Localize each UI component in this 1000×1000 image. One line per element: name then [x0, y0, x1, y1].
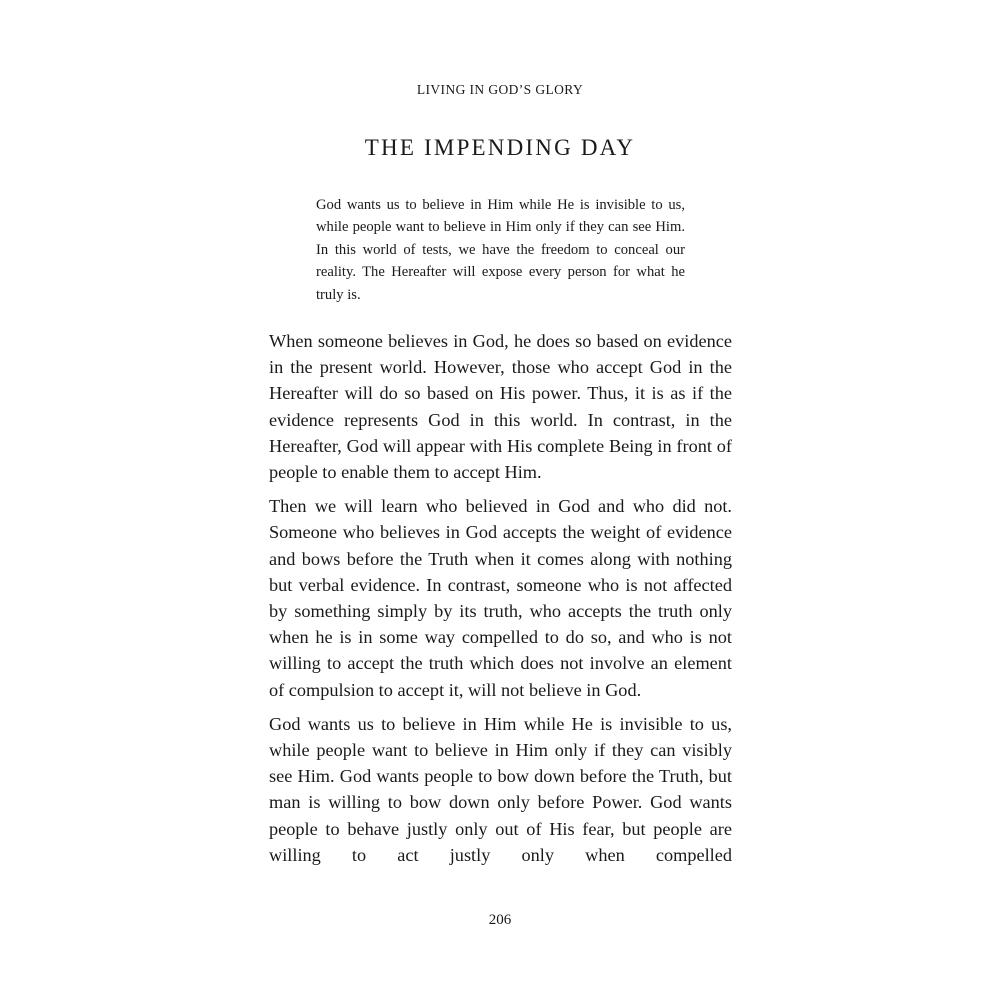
page-number: 206 [488, 912, 512, 928]
body-text [269, 328, 732, 868]
chapter-title: THE IMPENDING DAY [364, 135, 636, 160]
paragraph-3: God wants us to believe in Him while He is invisible to us, while people want to believe in Him only if they can visibly see Him. God wants people to bow down before the Truth, but man is willing to bow down only before Power. God wants people to behave justly only out of His fear, but people are willing to act justly only when compelled [269, 713, 732, 865]
running-head: LIVING IN GOD’S GLORY [416, 82, 584, 97]
paragraph-1: When someone believes in God, he does so based on evidence in the present world. However, those who accept God in the Hereafter will do so based on His power. Thus, it is as if the evidence represents God in this world. In contrast, in the Hereafter, God will appear with His complete Being in front of people to enable them to accept Him. [269, 331, 732, 483]
paragraph-2: Then we will learn who believed in God and who did not. Someone who believes in God accepts the weight of evidence and bows before the Truth when it comes along with nothing but verbal evidence. In contrast, someone who is not affected by something simply by its truth, who accepts the truth only when he is in some way compelled to do so, and who is not willing to accept the truth which does not involve an element of compulsion to accept it, will not believe in God. [269, 496, 732, 700]
epigraph: God wants us to believe in Him while He is invisible to us, while people want to believe in Him only if they can see Him. In this world of tests, we have the freedom to conceal our reality. The Hereafter will expose every person for what he truly is. [316, 197, 685, 303]
